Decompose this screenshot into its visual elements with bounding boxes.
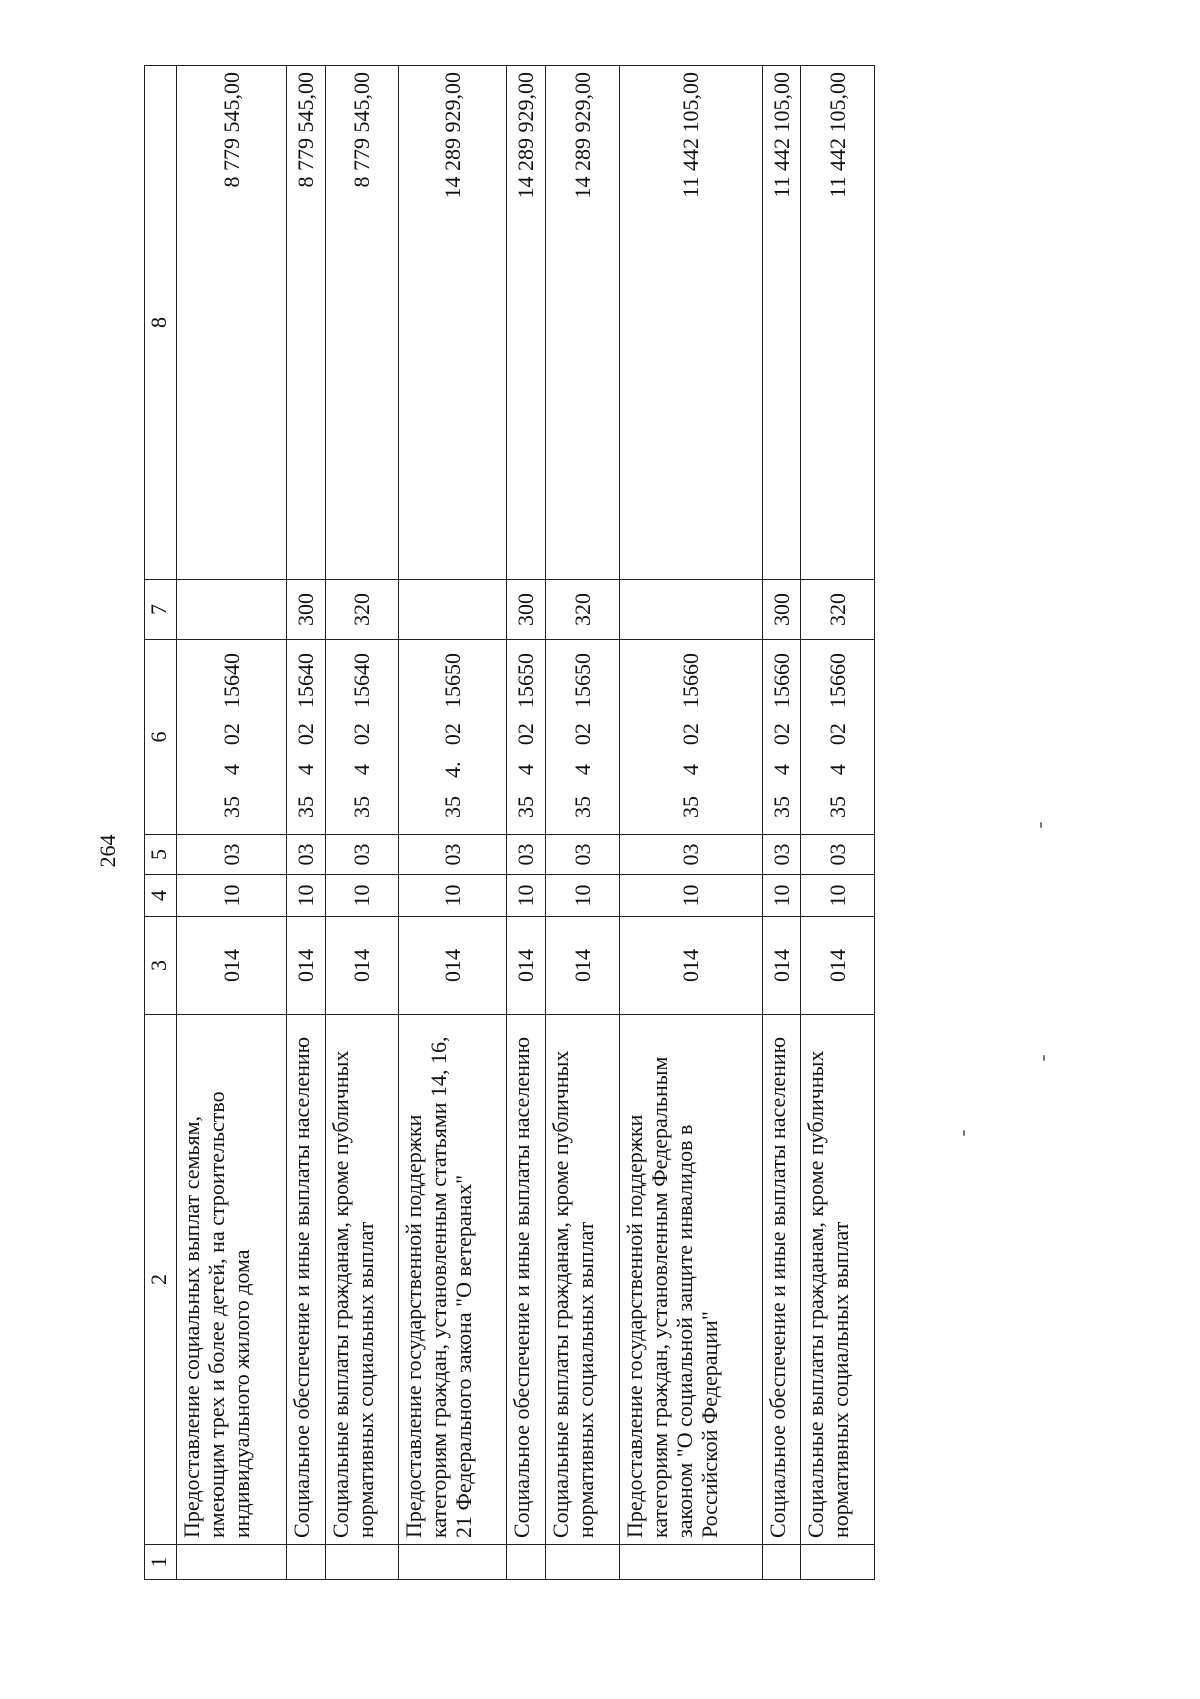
row-number-cell [762, 1545, 801, 1580]
header-cell: 1 [145, 1545, 177, 1580]
header-cell: 3 [145, 917, 177, 1015]
grbs-code-cell: 014 [619, 917, 762, 1015]
target-article-part: 4. [440, 761, 466, 778]
amount-cell: 8 779 545,00 [325, 66, 399, 580]
grbs-code-cell: 014 [176, 917, 286, 1015]
target-article-part: 15650 [440, 653, 466, 708]
target-article-part: 02 [440, 723, 466, 746]
table-row [325, 66, 399, 1580]
section-code-cell: 10 [545, 875, 619, 917]
scan-speck [1043, 1055, 1045, 1061]
expense-type-cell [399, 580, 507, 640]
target-article-part: 35 [768, 795, 794, 818]
item-name-cell: Предоставление государственной поддержки категориям граждан, установленным статьями 14, 16, 21 Федерального закона "О ветеранах" [399, 1015, 507, 1545]
target-article-part: 4 [768, 764, 794, 776]
target-article-cell [176, 640, 286, 835]
target-article-parts [401, 646, 504, 828]
item-name-cell: Социальное обеспечение и иные выплаты населению [507, 1015, 546, 1545]
row-number-cell [507, 1545, 546, 1580]
grbs-code-cell: 014 [545, 917, 619, 1015]
expense-type-cell [619, 580, 762, 640]
target-article-part: 35 [569, 795, 595, 818]
target-article-part: 02 [513, 723, 539, 746]
amount-cell: 14 289 929,00 [399, 66, 507, 580]
amount-cell: 8 779 545,00 [176, 66, 286, 580]
table-row [399, 66, 507, 1580]
item-name-cell: Предоставление социальных выплат семьям, имеющим трех и более детей, на строительство индивидуального жилого дома [176, 1015, 286, 1545]
table-row [545, 66, 619, 1580]
subsection-code-cell: 03 [619, 835, 762, 875]
target-article-part: 15640 [218, 653, 244, 708]
grbs-code-cell: 014 [762, 917, 801, 1015]
section-code-cell: 10 [801, 875, 875, 917]
target-article-parts [765, 646, 799, 828]
target-article-part: 02 [678, 723, 704, 746]
row-number-cell [176, 1545, 286, 1580]
target-article-part: 02 [569, 723, 595, 746]
section-code-cell: 10 [325, 875, 399, 917]
target-article-part: 15650 [569, 653, 595, 708]
section-code-cell: 10 [762, 875, 801, 917]
target-article-cell [801, 640, 875, 835]
table-row [287, 66, 326, 1580]
target-article-part: 15640 [349, 653, 375, 708]
target-article-part: 15650 [513, 653, 539, 708]
table-row [762, 66, 801, 1580]
target-article-cell [507, 640, 546, 835]
row-number-cell [325, 1545, 399, 1580]
row-number-cell [619, 1545, 762, 1580]
expense-type-cell: 320 [801, 580, 875, 640]
scan-speck [1040, 822, 1042, 828]
header-cell: 2 [145, 1015, 177, 1545]
target-article-part: 15660 [678, 653, 704, 708]
amount-cell: 11 442 105,00 [619, 66, 762, 580]
target-article-part: 15660 [825, 653, 851, 708]
grbs-code-cell: 014 [287, 917, 326, 1015]
expense-type-cell: 320 [325, 580, 399, 640]
subsection-code-cell: 03 [325, 835, 399, 875]
subsection-code-cell: 03 [801, 835, 875, 875]
expense-type-cell: 300 [507, 580, 546, 640]
item-name-cell: Социальное обеспечение и иные выплаты населению [762, 1015, 801, 1545]
subsection-code-cell: 03 [507, 835, 546, 875]
amount-cell: 11 442 105,00 [801, 66, 875, 580]
target-article-part: 35 [678, 795, 704, 818]
subsection-code-cell: 03 [762, 835, 801, 875]
table-row [619, 66, 762, 1580]
target-article-part: 35 [440, 795, 466, 818]
expense-type-cell: 320 [545, 580, 619, 640]
header-cell: 8 [145, 66, 177, 580]
row-number-cell [287, 1545, 326, 1580]
expense-type-cell: 300 [762, 580, 801, 640]
target-article-cell [619, 640, 762, 835]
grbs-code-cell: 014 [801, 917, 875, 1015]
target-article-parts [509, 646, 543, 828]
target-article-part: 4 [218, 764, 244, 776]
target-article-part: 4 [825, 764, 851, 776]
row-number-cell [801, 1545, 875, 1580]
target-article-part: 4 [349, 764, 375, 776]
header-cell: 7 [145, 580, 177, 640]
target-article-part: 02 [293, 723, 319, 746]
target-article-part: 15640 [293, 653, 319, 708]
expense-type-cell [176, 580, 286, 640]
target-article-part: 4 [678, 764, 704, 776]
target-article-parts [548, 646, 617, 828]
target-article-cell [287, 640, 326, 835]
section-code-cell: 10 [507, 875, 546, 917]
target-article-part: 15660 [768, 653, 794, 708]
target-article-cell [399, 640, 507, 835]
header-cell: 4 [145, 875, 177, 917]
expense-type-cell: 300 [287, 580, 326, 640]
subsection-code-cell: 03 [176, 835, 286, 875]
subsection-code-cell: 03 [287, 835, 326, 875]
section-code-cell: 10 [287, 875, 326, 917]
header-cell: 6 [145, 640, 177, 835]
table-row [801, 66, 875, 1580]
table-row [176, 66, 286, 1580]
grbs-code-cell: 014 [507, 917, 546, 1015]
subsection-code-cell: 03 [545, 835, 619, 875]
target-article-parts [622, 646, 760, 828]
target-article-cell [545, 640, 619, 835]
grbs-code-cell: 014 [399, 917, 507, 1015]
subsection-code-cell: 03 [399, 835, 507, 875]
section-code-cell: 10 [619, 875, 762, 917]
target-article-part: 02 [349, 723, 375, 746]
target-article-part: 35 [825, 795, 851, 818]
target-article-parts [179, 646, 284, 828]
budget-table [144, 65, 875, 1580]
rotated-table-container [144, 65, 875, 1580]
item-name-cell: Социальное обеспечение и иные выплаты населению [287, 1015, 326, 1545]
grbs-code-cell: 014 [325, 917, 399, 1015]
target-article-parts [803, 646, 872, 828]
target-article-part: 4 [513, 764, 539, 776]
target-article-cell [325, 640, 399, 835]
target-article-parts [328, 646, 397, 828]
target-article-part: 4 [293, 764, 319, 776]
item-name-cell: Предоставление государственной поддержки категориям граждан, установленным Федеральным законом "О социальной защите инвалидов в Российской Федерации" [619, 1015, 762, 1545]
amount-cell: 8 779 545,00 [287, 66, 326, 580]
header-row [145, 66, 177, 1580]
target-article-part: 02 [825, 723, 851, 746]
target-article-cell [762, 640, 801, 835]
section-code-cell: 10 [176, 875, 286, 917]
section-code-cell: 10 [399, 875, 507, 917]
item-name-cell: Социальные выплаты гражданам, кроме публичных нормативных социальных выплат [545, 1015, 619, 1545]
scan-speck [963, 1130, 965, 1136]
amount-cell: 14 289 929,00 [545, 66, 619, 580]
row-number-cell [545, 1545, 619, 1580]
amount-cell: 11 442 105,00 [762, 66, 801, 580]
target-article-part: 35 [513, 795, 539, 818]
target-article-part: 4 [569, 764, 595, 776]
target-article-part: 35 [349, 795, 375, 818]
target-article-part: 35 [218, 795, 244, 818]
target-article-part: 02 [218, 723, 244, 746]
table-row [507, 66, 546, 1580]
row-number-cell [399, 1545, 507, 1580]
item-name-cell: Социальные выплаты гражданам, кроме публичных нормативных социальных выплат [325, 1015, 399, 1545]
amount-cell: 14 289 929,00 [507, 66, 546, 580]
item-name-cell: Социальные выплаты гражданам, кроме публичных нормативных социальных выплат [801, 1015, 875, 1545]
page-number: 264 [95, 834, 120, 868]
target-article-part: 35 [293, 795, 319, 818]
header-cell: 5 [145, 835, 177, 875]
target-article-parts [289, 646, 323, 828]
target-article-part: 02 [768, 723, 794, 746]
